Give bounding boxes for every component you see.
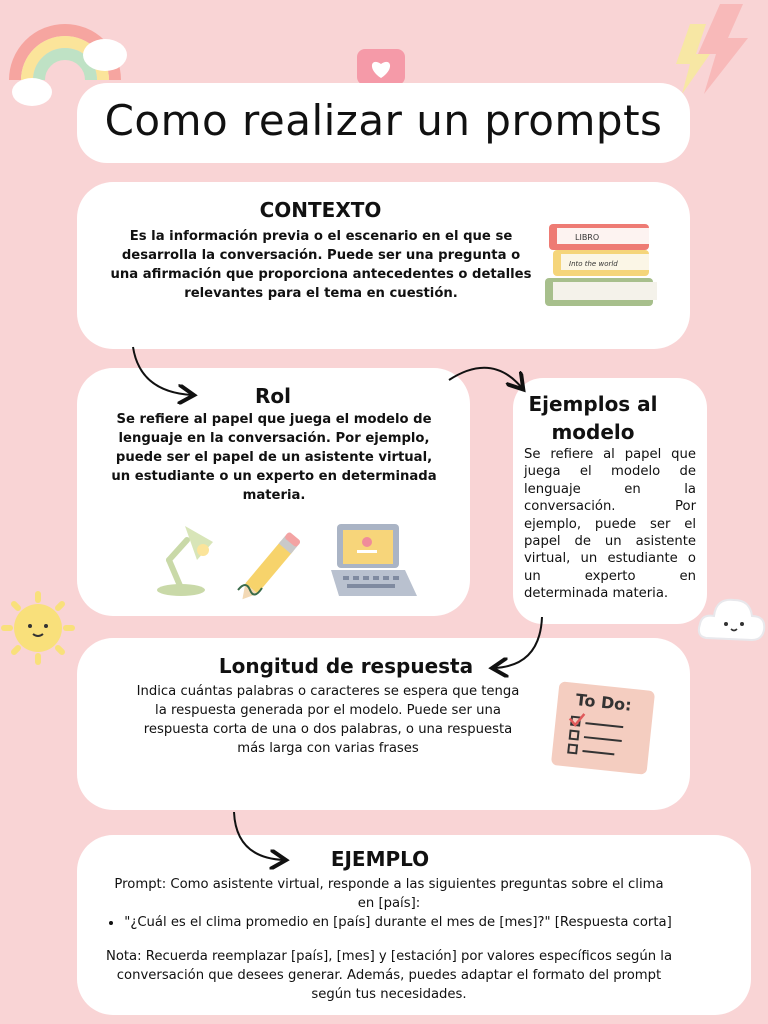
- contexto-body: Es la información previa o el escenario en el que se desarrolla la conversación. Puede ser una pregunta o una afirmación que proporciona antecedentes o detalles relevantes para el tema en cuestión.: [110, 229, 532, 301]
- page-title: Como realizar un prompts: [104, 96, 663, 145]
- ejemplos-heading-line1: Ejemplos al: [528, 392, 658, 416]
- todo-label: To Do:: [574, 690, 633, 715]
- book-label-1: LIBRO: [575, 233, 600, 242]
- contexto-heading: CONTEXTO: [259, 198, 382, 222]
- rol-body: Se refiere al papel que juega el modelo de lenguaje en la conversación. Por ejemplo, puede ser el papel de un asistente virtual, un estudiante o un experto en determinada materia.: [111, 412, 437, 503]
- ejemplo-note: Nota: Recuerda reemplazar [país], [mes] y [estación] por valores específicos según la conversación que desees generar. Además, puedes adaptar el formato del prompt según tus necesidades.: [105, 949, 673, 1002]
- longitud-heading: Longitud de respuesta: [218, 654, 474, 678]
- ejemplos-body: Se refiere al papel que juega el modelo de lenguaje en la conversación. Por ejemplo, puede ser el papel de un asistente virtual, un estudiante o un experto en determinada materia.: [524, 447, 696, 602]
- rol-heading: Rol: [255, 384, 291, 408]
- book-label-2: Into the world: [569, 260, 618, 268]
- ejemplos-heading-line2: modelo: [551, 420, 635, 444]
- ejemplo-prompt-line: Prompt: Como asistente virtual, responde a las siguientes preguntas sobre el clima en [país]:: [114, 877, 664, 911]
- ejemplo-heading: EJEMPLO: [330, 847, 430, 871]
- longitud-body: Indica cuántas palabras o caracteres se espera que tenga la respuesta generada por el modelo. Puede ser una respuesta corta de una o dos palabras, o una respuesta más larga con varias frases: [136, 684, 520, 756]
- ejemplo-bullet-text: • "¿Cuál es el clima promedio en [país] durante el mes de [mes]?" [Respuesta corta]: [123, 913, 673, 932]
